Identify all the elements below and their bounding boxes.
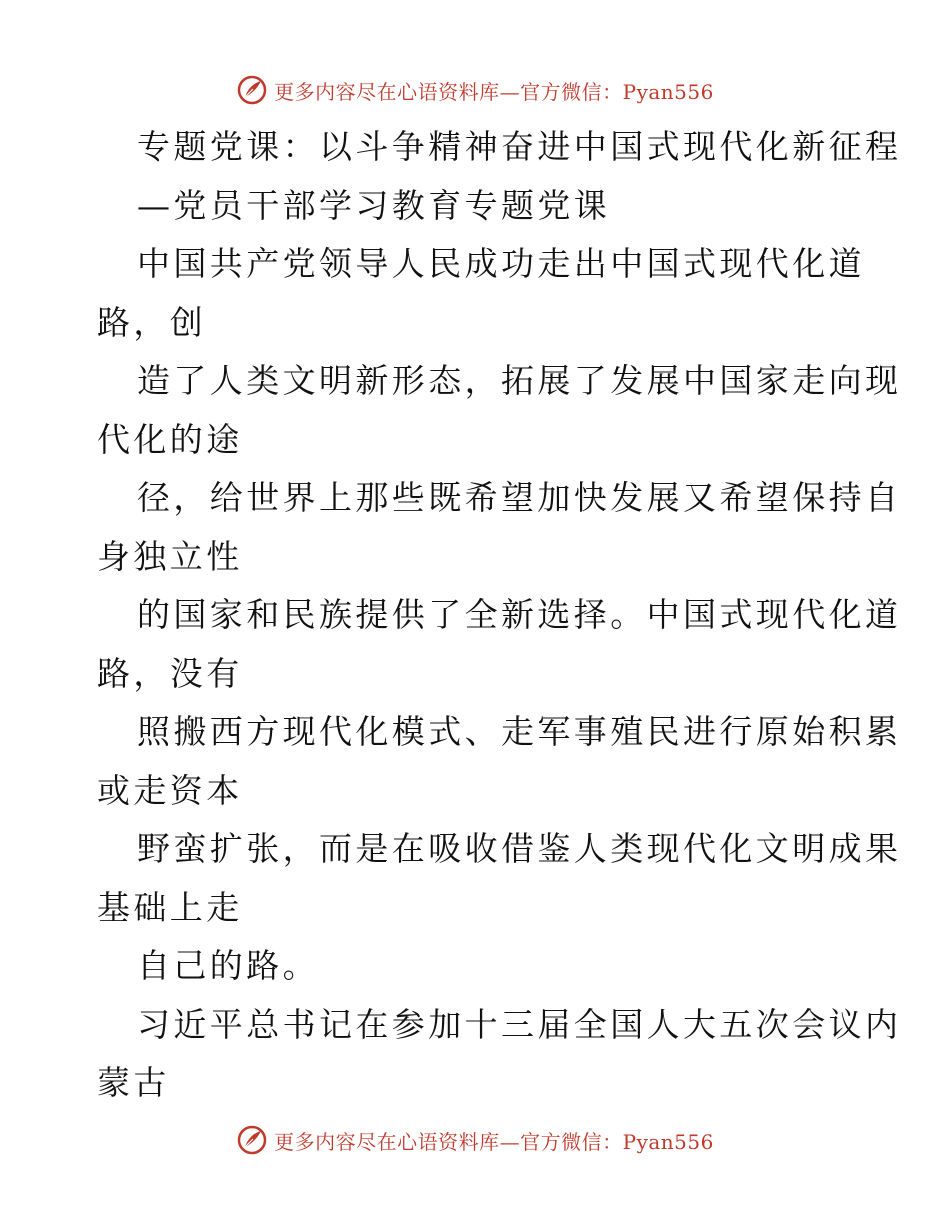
- text-line: 中国共产党领导人民成功走出中国式现代化道: [137, 244, 865, 283]
- text-line: 径，给世界上那些既希望加快发展又希望保持自: [137, 478, 902, 517]
- text-line: 野蛮扩张，而是在吸收借鉴人类现代化文明成果: [137, 829, 902, 868]
- text-line: 蒙古: [97, 1063, 170, 1102]
- feather-pen-logo-icon: [236, 74, 268, 106]
- text-line: 基础上走: [97, 887, 243, 927]
- watermark-text: 更多内容尽在心语资料库—官方微信：Pyan556: [274, 1129, 714, 1154]
- text-line: 身独立性: [97, 536, 243, 576]
- watermark-text: 更多内容尽在心语资料库—官方微信：Pyan556: [274, 79, 714, 104]
- text-line: 习近平总书记在参加十三届全国人大五次会议内: [137, 1004, 902, 1044]
- text-line: 自己的路。: [137, 946, 319, 985]
- text-line: 路，创: [97, 302, 207, 342]
- feather-pen-logo-icon: [236, 1124, 268, 1156]
- document-title: 专题党课：以斗争精神奋进中国式现代化新征程: [137, 127, 902, 166]
- text-line: 路，没有: [97, 653, 243, 693]
- text-line: 或走资本: [97, 770, 243, 810]
- document-subtitle: —党员干部学习教育专题党课: [137, 185, 611, 225]
- header-watermark: [0, 70, 950, 110]
- text-line: 照搬西方现代化模式、走军事殖民进行原始积累: [137, 712, 902, 751]
- text-line: 代化的途: [97, 419, 243, 459]
- footer-watermark: [0, 1120, 950, 1160]
- document-body: [97, 118, 902, 1113]
- text-line: 的国家和民族提供了全新选择。中国式现代化道: [137, 595, 902, 634]
- text-line: 造了人类文明新形态，拓展了发展中国家走向现: [137, 361, 902, 400]
